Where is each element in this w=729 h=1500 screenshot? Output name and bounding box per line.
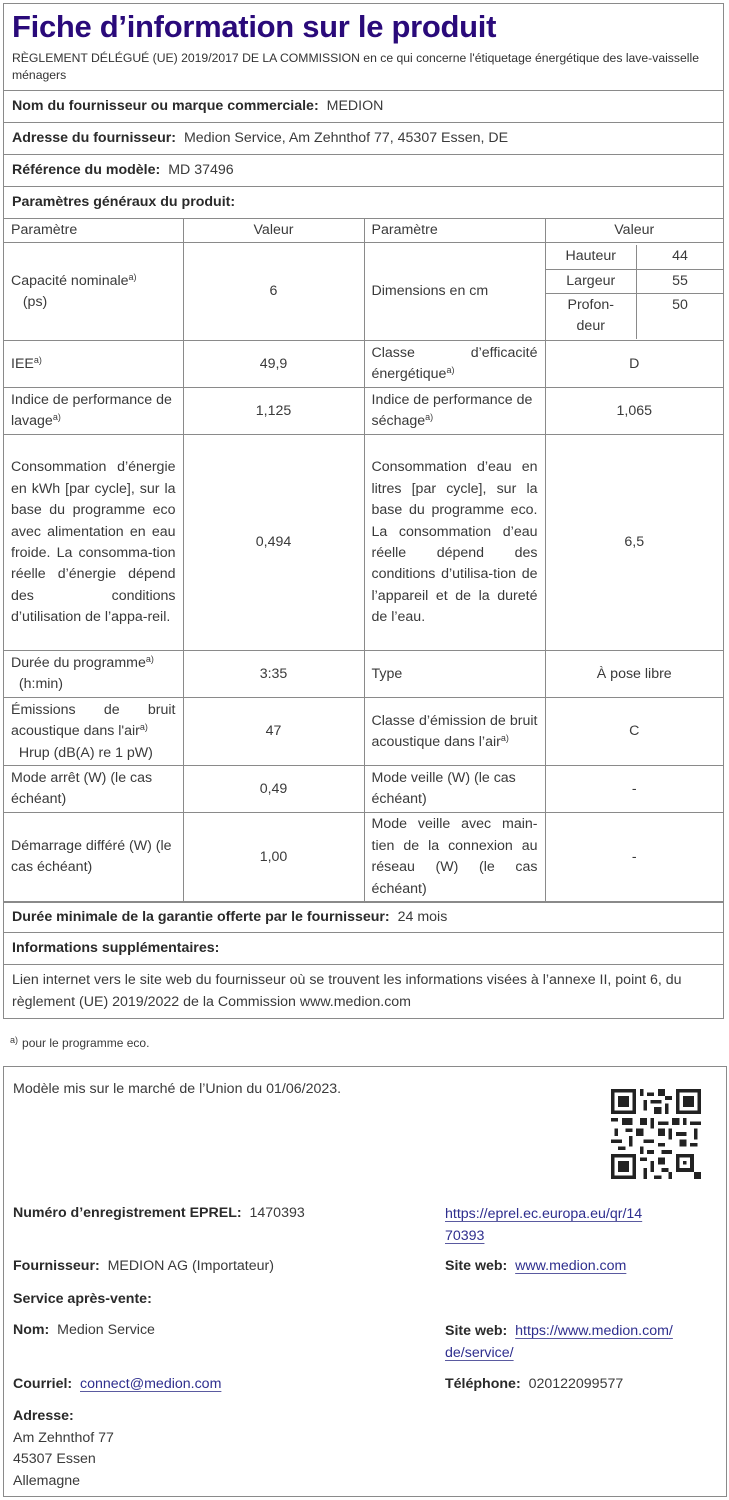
param-energy-class: Classe d’efficacité énergétique$^{a)}$ bbox=[364, 341, 545, 388]
service-site-link-line1[interactable]: https://www.medion.com/ bbox=[515, 1323, 673, 1339]
site-label: Site web: bbox=[445, 1258, 508, 1274]
eprel-value: 1470393 bbox=[249, 1205, 305, 1221]
title-block bbox=[4, 4, 723, 91]
phone-info bbox=[445, 1374, 623, 1396]
model-reference-row bbox=[4, 155, 723, 187]
eprel-label: Numéro d’enregistrement EPREL: bbox=[13, 1205, 242, 1221]
param-standby-mode: Mode veille (W) (le cas échéant) bbox=[364, 766, 545, 813]
supplier-info bbox=[13, 1256, 274, 1278]
table-row bbox=[4, 651, 723, 698]
service-site-link-line2[interactable]: de/service/ bbox=[445, 1345, 514, 1361]
phone-value: 020122099577 bbox=[528, 1376, 624, 1392]
header-valeur-1: Valeur bbox=[183, 219, 364, 243]
service-name-value: Medion Service bbox=[57, 1322, 155, 1338]
general-params-row bbox=[4, 187, 723, 219]
value-noise-emission: 47 bbox=[183, 698, 364, 766]
email-info bbox=[13, 1374, 221, 1396]
eprel-link-line1[interactable]: https://eprel.ec.europa.eu/qr/14 bbox=[445, 1206, 643, 1222]
page-title: Fiche d’information sur le produit bbox=[12, 9, 497, 44]
table-row bbox=[4, 388, 723, 435]
regulation-subtitle: RÈGLEMENT DÉLÉGUÉ (UE) 2019/2017 DE LA COMMISSION en ce qui concerne l'étiquetage énergétique des lave-vaisselle ménagers bbox=[12, 51, 699, 82]
email-link[interactable]: connect@medion.com bbox=[80, 1376, 222, 1392]
aftersales-label bbox=[13, 1289, 152, 1311]
model-reference-value: MD 37496 bbox=[168, 162, 234, 178]
dim-value-height: 44 bbox=[637, 245, 724, 269]
param-iee: IEE$^{a)}$ bbox=[4, 341, 183, 388]
eprel-link-line2[interactable]: 70393 bbox=[445, 1228, 485, 1244]
general-params-label: Paramètres généraux du produit: bbox=[12, 194, 236, 210]
service-site-label: Site web: bbox=[445, 1323, 508, 1339]
dim-label-width: Largeur bbox=[546, 269, 637, 293]
param-wash-index: Indice de performance de lavage$^{a)}$ bbox=[4, 388, 183, 435]
table-row bbox=[4, 766, 723, 813]
dim-row bbox=[546, 245, 724, 269]
param-capacity: Capacité nominale$^{a)}$ (ps) bbox=[4, 243, 183, 341]
footnote bbox=[10, 1036, 149, 1050]
value-off-mode: 0,49 bbox=[183, 766, 364, 813]
additional-info-text: Lien internet vers le site web du fournisseur où se trouvent les informations visées à l’annexe II, point 6, du règlement (UE) 2019/2022 de la Commission www.medion.com bbox=[12, 972, 682, 1011]
value-capacity: 6 bbox=[183, 243, 364, 341]
param-dimensions: Dimensions en cm bbox=[364, 243, 545, 341]
market-date: Modèle mis sur le marché de l’Union du 01/06/2023. bbox=[13, 1081, 342, 1097]
supplier-name-value: MEDION bbox=[326, 98, 384, 114]
supplier-label: Fournisseur: bbox=[13, 1258, 100, 1274]
address-line: 45307 Essen bbox=[13, 1451, 96, 1467]
aftersales-heading: Service après-vente: bbox=[13, 1291, 152, 1307]
table-row bbox=[4, 698, 723, 766]
param-dry-index: Indice de performance de séchage$^{a)}$ bbox=[364, 388, 545, 435]
value-standby-mode: - bbox=[545, 766, 723, 813]
supplier-address-value: Medion Service, Am Zehnthof 77, 45307 Essen, DE bbox=[183, 130, 509, 146]
param-water-consumption: Consommation d’eau en litres [par cycle], sur la base du programme eco. La consommation d’eau réelle dépend des conditions d’utilisa-tion de l’appareil et de la dureté de l’eau. bbox=[364, 435, 545, 651]
dim-value-width: 55 bbox=[637, 269, 724, 293]
table-row bbox=[4, 813, 723, 902]
value-networked-standby: - bbox=[545, 813, 723, 902]
table-row bbox=[4, 435, 723, 651]
param-energy-consumption: Consommation d’énergie en kWh [par cycle], sur la base du programme eco avec alimentation en eau froide. La consomma-tion réelle d’énergie dépend des conditions d’utilisation de l’appa-reil. bbox=[4, 435, 183, 651]
supplier-address-label: Adresse du fournisseur: bbox=[12, 130, 176, 146]
address-block bbox=[13, 1406, 114, 1492]
footnote-text: pour le programme eco. bbox=[22, 1036, 150, 1050]
value-water-consumption: 6,5 bbox=[545, 435, 723, 651]
dim-label-height: Hauteur bbox=[546, 245, 637, 269]
supplier-value: MEDION AG (Importateur) bbox=[107, 1258, 274, 1274]
supplier-name-label: Nom du fournisseur ou marque commerciale: bbox=[12, 98, 319, 114]
additional-info-label: Informations supplémentaires: bbox=[12, 940, 220, 957]
param-networked-standby: Mode veille avec main-tien de la connexion au réseau (W) (le cas échéant) bbox=[364, 813, 545, 902]
header-parametre-2: Paramètre bbox=[364, 219, 545, 243]
supplier-website bbox=[445, 1256, 626, 1278]
table-row bbox=[4, 243, 723, 341]
param-noise-emission: Émissions de bruit acoustique dans l'air$^{a)}$ Hrup (dB(A) re 1 pW) bbox=[4, 698, 183, 766]
param-delay-start: Démarrage différé (W) (le cas échéant) bbox=[4, 813, 183, 902]
phone-label: Téléphone: bbox=[445, 1376, 521, 1392]
value-delay-start: 1,00 bbox=[183, 813, 364, 902]
warranty-label: Durée minimale de la garantie offerte par le fournisseur: bbox=[12, 909, 390, 926]
market-info-box bbox=[3, 1066, 727, 1497]
service-name bbox=[13, 1320, 155, 1342]
service-name-label: Nom: bbox=[13, 1322, 50, 1338]
address-label: Adresse: bbox=[13, 1408, 74, 1424]
address-line: Am Zehnthof 77 bbox=[13, 1429, 114, 1446]
supplier-name-row bbox=[4, 91, 723, 123]
value-dry-index: 1,065 bbox=[545, 388, 723, 435]
param-noise-class: Classe d’émission de bruit acoustique dans l’air$^{a)}$ bbox=[364, 698, 545, 766]
parameters-table bbox=[4, 219, 723, 902]
model-reference-label: Référence du modèle: bbox=[12, 162, 161, 178]
param-off-mode: Mode arrêt (W) (le cas échéant) bbox=[4, 766, 183, 813]
address-line: Allemagne bbox=[13, 1472, 81, 1489]
value-noise-class: C bbox=[545, 698, 723, 766]
service-website bbox=[445, 1320, 673, 1364]
value-wash-index: 1,125 bbox=[183, 388, 364, 435]
eprel-link[interactable] bbox=[445, 1203, 642, 1247]
value-energy-consumption: 0,494 bbox=[183, 435, 364, 651]
warranty-row bbox=[4, 902, 723, 933]
warranty-value: 24 mois bbox=[397, 909, 448, 926]
qr-code-icon[interactable] bbox=[611, 1089, 701, 1179]
param-type: Type bbox=[364, 651, 545, 698]
value-iee: 49,9 bbox=[183, 341, 364, 388]
additional-info-row bbox=[4, 933, 723, 965]
header-parametre-1: Paramètre bbox=[4, 219, 183, 243]
dim-value-depth: 50 bbox=[637, 293, 724, 338]
value-energy-class: D bbox=[545, 341, 723, 388]
value-type: À pose libre bbox=[545, 651, 723, 698]
header-valeur-2: Valeur bbox=[545, 219, 723, 243]
dim-row bbox=[546, 293, 724, 338]
footnote-mark: a) bbox=[10, 1035, 19, 1045]
table-header-row bbox=[4, 219, 723, 243]
email-label: Courriel: bbox=[13, 1376, 73, 1392]
dimensions-values bbox=[545, 243, 723, 341]
site-link[interactable]: www.medion.com bbox=[515, 1258, 627, 1274]
value-program-duration: 3:35 bbox=[183, 651, 364, 698]
param-program-duration: Durée du programme$^{a)}$ (h:min) bbox=[4, 651, 183, 698]
supplier-address-row bbox=[4, 123, 723, 155]
table-row bbox=[4, 341, 723, 388]
product-info-sheet bbox=[3, 3, 724, 1019]
dimensions-subtable bbox=[546, 245, 724, 339]
eprel-number bbox=[13, 1203, 305, 1225]
dim-row bbox=[546, 269, 724, 293]
dim-label-depth: Profon- deur bbox=[546, 293, 637, 338]
